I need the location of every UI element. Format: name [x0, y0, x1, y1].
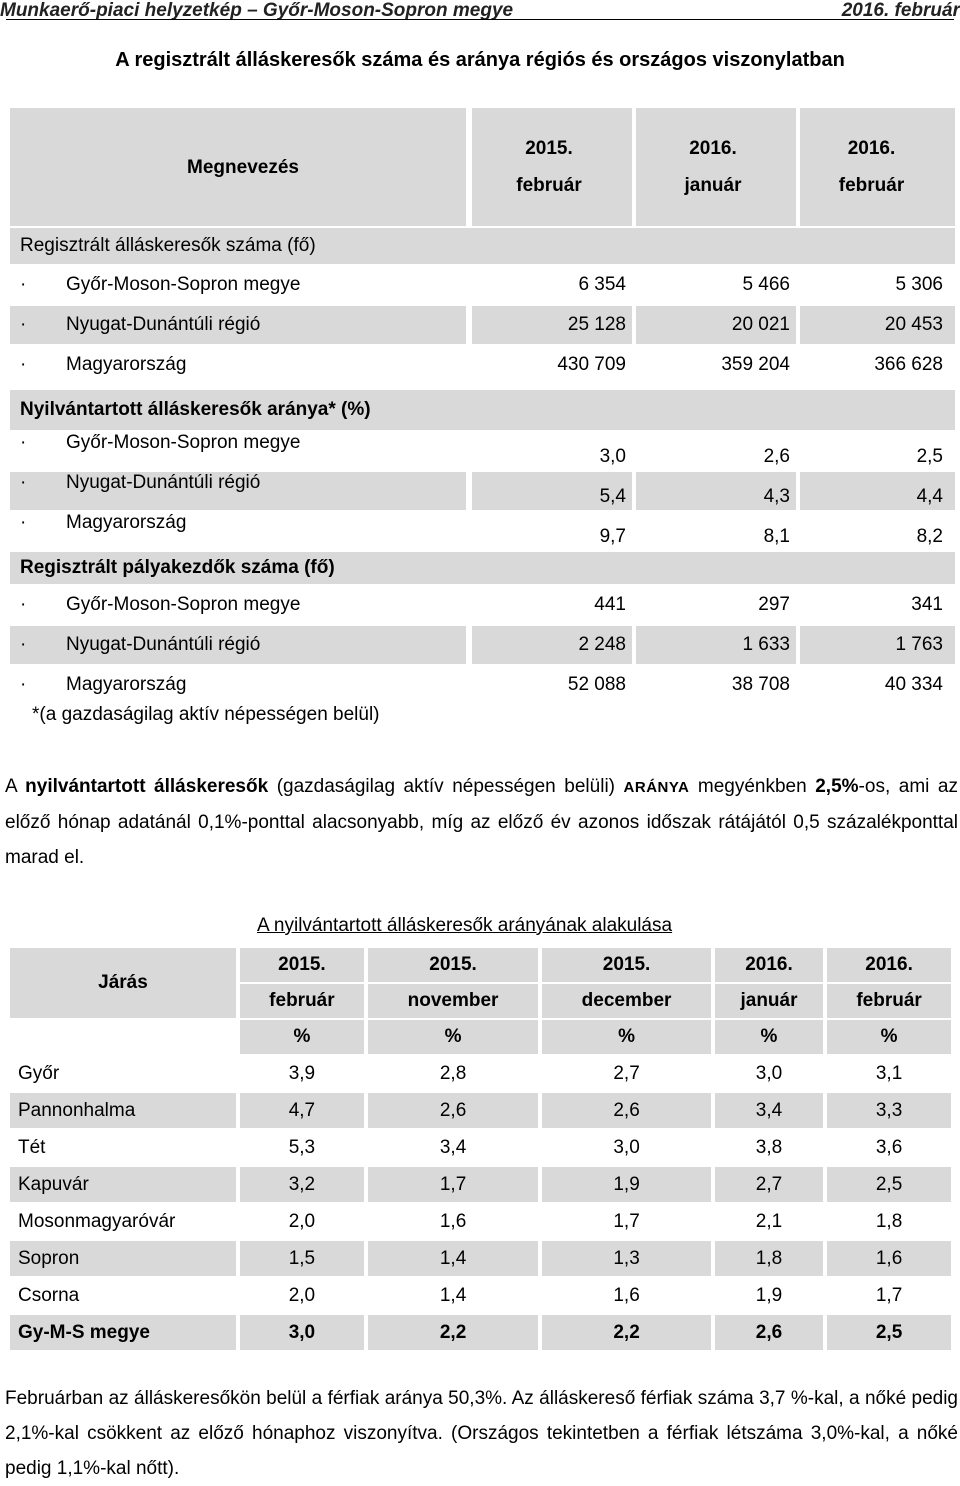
row-value: 3,0 — [599, 446, 626, 467]
rate-value: 2,5 — [827, 1167, 955, 1204]
row-label: · Nyugat-Dunántúli régió — [10, 626, 466, 664]
row-value: 25 128 — [472, 306, 632, 344]
footnote: *(a gazdaságilag aktív népességen belül) — [32, 704, 380, 725]
row-value: 38 708 — [731, 674, 790, 695]
district-name: Mosonmagyaróvár — [10, 1204, 240, 1241]
document-title: A regisztrált álláskeresők száma és aránya régiós és országos viszonylatban — [115, 49, 845, 71]
header-unit: % — [715, 1020, 827, 1056]
rate-value: 1,6 — [542, 1278, 715, 1315]
table-row — [10, 1278, 955, 1315]
row-value: 4,3 — [636, 472, 796, 510]
row-value: 2,5 — [916, 446, 943, 467]
header-year: 2016. — [715, 948, 827, 984]
row-value: 20 021 — [636, 306, 796, 344]
section-rows — [10, 432, 955, 550]
rate-value: 2,8 — [368, 1056, 542, 1093]
row-value: 341 — [911, 594, 943, 615]
row-label: · Magyarország — [20, 354, 187, 375]
header-unit: % — [827, 1020, 955, 1056]
table2-title: A nyilvántartott álláskeresők arányának alakulása — [257, 915, 673, 936]
header-year: 2015. — [240, 948, 368, 984]
table-header-row — [10, 948, 955, 984]
district-name: Csorna — [10, 1278, 240, 1315]
rate-value: 1,5 — [240, 1241, 368, 1278]
header-unit: % — [240, 1020, 368, 1056]
row-value: 52 088 — [567, 674, 626, 695]
row-label: · Magyarország — [20, 674, 187, 695]
rate-value: 3,0 — [542, 1130, 715, 1167]
row-value: 2,6 — [763, 446, 790, 467]
table-row — [10, 432, 955, 470]
rate-value: 1,9 — [715, 1278, 827, 1315]
header-year: 2015. — [542, 948, 715, 984]
row-value: 430 709 — [557, 354, 626, 375]
rate-value: 3,4 — [715, 1093, 827, 1130]
row-value: 359 204 — [721, 354, 790, 375]
rate-value: 2,6 — [542, 1093, 715, 1130]
table-row — [10, 266, 955, 304]
table-row — [10, 306, 955, 344]
header-month: december — [542, 984, 715, 1020]
section-rows — [10, 266, 955, 384]
row-value: 5 306 — [895, 274, 943, 295]
row-value: 5,4 — [472, 472, 632, 510]
header-col-3: 2016. február — [800, 108, 955, 226]
row-value: 441 — [594, 594, 626, 615]
rate-value: 3,2 — [240, 1167, 368, 1204]
table-row — [10, 472, 955, 510]
table-row — [10, 1093, 955, 1130]
header-left: Munkaerő-piaci helyzetkép – Győr-Moson-Sopron megye — [0, 0, 514, 21]
header-jaras: Járás — [10, 948, 240, 1020]
table-header-row — [10, 108, 955, 226]
rate-value: 2,5 — [827, 1315, 955, 1352]
header-unit: % — [542, 1020, 715, 1056]
rate-by-district-table — [10, 948, 955, 1352]
table-row — [10, 1315, 955, 1352]
table-header-row — [10, 1020, 955, 1056]
table-row — [10, 586, 955, 624]
rate-value: 1,9 — [542, 1167, 715, 1204]
rate-value: 1,6 — [368, 1204, 542, 1241]
section-header: Regisztrált pályakezdők száma (fő) — [10, 552, 955, 584]
row-value: 4,4 — [800, 472, 955, 510]
header-right: 2016. február — [841, 0, 960, 21]
row-label: · Nyugat-Dunántúli régió — [10, 472, 466, 510]
rate-value: 2,2 — [368, 1315, 542, 1352]
header-divider — [6, 19, 954, 20]
table-row — [10, 626, 955, 664]
table-row — [10, 1241, 955, 1278]
rate-value: 3,0 — [715, 1056, 827, 1093]
rate-value: 3,8 — [715, 1130, 827, 1167]
rate-value: 2,7 — [542, 1056, 715, 1093]
table-row — [10, 346, 955, 384]
header-month: február — [827, 984, 955, 1020]
job-seekers-table — [10, 108, 955, 738]
rate-value: 2,7 — [715, 1167, 827, 1204]
gender-paragraph: Februárban az álláskeresőkön belül a férfiak aránya 50,3%. Az álláskereső férfiak száma 3,7 %-kal, a nőké pedig 2,1%-kal csökkent az előző hónaphoz viszonyítva. (Országos tekintetben a férfiak létszáma 3,0%-kal, a nőké pedig 1,1%-kal nőtt). — [5, 1388, 958, 1479]
rate-value: 1,3 — [542, 1241, 715, 1278]
rate-value: 2,6 — [715, 1315, 827, 1352]
row-value: 40 334 — [884, 674, 943, 695]
rate-value: 1,4 — [368, 1278, 542, 1315]
rate-value: 3,4 — [368, 1130, 542, 1167]
footnote-row — [10, 704, 955, 738]
header-col-2: 2016. január — [636, 108, 796, 226]
rate-value: 2,2 — [542, 1315, 715, 1352]
rate-value: 3,9 — [240, 1056, 368, 1093]
row-value: 297 — [758, 594, 790, 615]
row-label: · Győr-Moson-Sopron megye — [20, 274, 301, 295]
row-value: 5 466 — [742, 274, 790, 295]
rate-value: 2,0 — [240, 1204, 368, 1241]
table-row — [10, 1167, 955, 1204]
rate-value: 1,7 — [827, 1278, 955, 1315]
header-month: január — [715, 984, 827, 1020]
rate-value: 2,1 — [715, 1204, 827, 1241]
rate-value: 1,7 — [368, 1167, 542, 1204]
section-header: Regisztrált álláskeresők száma (fő) — [10, 228, 955, 264]
district-name: Pannonhalma — [10, 1093, 240, 1130]
rate-value: 4,7 — [240, 1093, 368, 1130]
rate-value: 3,1 — [827, 1056, 955, 1093]
summary-paragraph: A nyilvántartott álláskeresők (gazdaságilag aktív népességen belüli) ARÁNYA megyénkben 2,5%-os, ami az előző hónap adatánál 0,1%-ponttal alacsonyabb, míg az előző év azonos időszak rátájától 0,5 százalékponttal marad el. — [5, 776, 958, 868]
header-col-1: 2015. február — [472, 108, 632, 226]
header-month: november — [368, 984, 542, 1020]
row-value: 20 453 — [800, 306, 955, 344]
district-name: Tét — [10, 1130, 240, 1167]
rate-value: 1,8 — [715, 1241, 827, 1278]
rate-value: 3,0 — [240, 1315, 368, 1352]
row-label: · Győr-Moson-Sopron megye — [20, 594, 301, 615]
district-name: Győr — [10, 1056, 240, 1093]
rate-value: 1,6 — [827, 1241, 955, 1278]
rate-value: 3,3 — [827, 1093, 955, 1130]
table-row — [10, 512, 955, 550]
header-year: 2016. — [827, 948, 955, 984]
row-label: · Nyugat-Dunántúli régió — [10, 306, 466, 344]
table-row — [10, 666, 955, 704]
header-year: 2015. — [368, 948, 542, 984]
rate-value: 1,4 — [368, 1241, 542, 1278]
table-row — [10, 1056, 955, 1093]
rate-value: 2,6 — [368, 1093, 542, 1130]
district-name: Sopron — [10, 1241, 240, 1278]
row-value: 6 354 — [578, 274, 626, 295]
row-value: 1 633 — [636, 626, 796, 664]
row-value: 1 763 — [800, 626, 955, 664]
rate-value: 2,0 — [240, 1278, 368, 1315]
empty-cell — [10, 1020, 240, 1056]
section-rows — [10, 586, 955, 704]
header-megnevezes: Megnevezés — [10, 108, 466, 226]
row-value: 2 248 — [472, 626, 632, 664]
row-value: 9,7 — [599, 526, 626, 547]
row-value: 8,1 — [763, 526, 790, 547]
district-name: Gy-M-S megye — [10, 1315, 240, 1352]
rate-value: 1,8 — [827, 1204, 955, 1241]
rate-value: 1,7 — [542, 1204, 715, 1241]
rate-value: 3,6 — [827, 1130, 955, 1167]
header-unit: % — [368, 1020, 542, 1056]
rate-value: 5,3 — [240, 1130, 368, 1167]
row-value: 366 628 — [874, 354, 943, 375]
row-value: 8,2 — [916, 526, 943, 547]
section-header: Nyilvántartott álláskeresők aránya* (%) — [10, 390, 955, 430]
table-row — [10, 1130, 955, 1167]
row-label: · Magyarország — [20, 512, 187, 533]
district-name: Kapuvár — [10, 1167, 240, 1204]
header-month: február — [240, 984, 368, 1020]
table-row — [10, 1204, 955, 1241]
row-label: · Győr-Moson-Sopron megye — [20, 432, 301, 453]
